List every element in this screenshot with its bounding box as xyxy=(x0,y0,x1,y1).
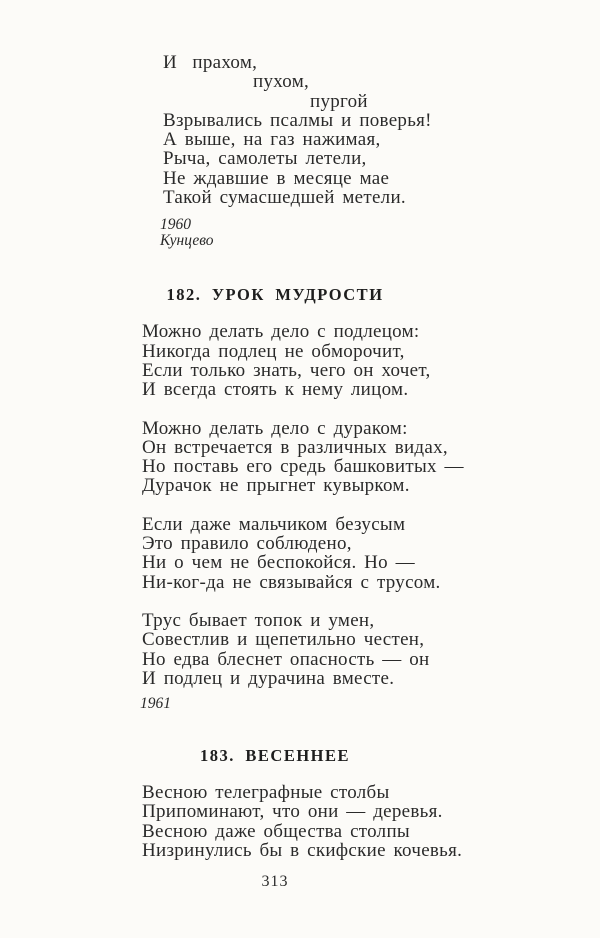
poem-fragment xyxy=(163,53,600,207)
poem-line: Если только знать, чего он хочет, xyxy=(142,359,431,381)
poem-signature xyxy=(140,696,600,712)
poem-heading-wrap xyxy=(142,285,408,305)
poem-signature xyxy=(160,217,600,249)
poem-line: Ни о чем не беспокойся. Но — xyxy=(142,552,415,574)
poem-line: Такой сумасшедшей метели. xyxy=(163,187,406,209)
poem-line: пургой xyxy=(310,90,368,112)
poem-line: Низринулись бы в скифские кочевья. xyxy=(142,840,463,862)
poem-line: Не ждавшие в месяце мае xyxy=(163,167,390,189)
stanza xyxy=(142,515,600,592)
poem-line: Можно делать дело с подлецом: xyxy=(142,321,420,343)
poem-line: Но едва блеснет опасность — он xyxy=(142,648,430,670)
poem-line: Ни-ког-да не связывайся с трусом. xyxy=(142,571,441,593)
poem-line: Никогда подлец не обморочит, xyxy=(142,340,405,362)
poem-line: Рыча, самолеты летели, xyxy=(163,148,367,170)
stanza xyxy=(142,783,600,860)
poem-line: Весною даже общества столпы xyxy=(142,820,410,842)
poem-year: 1961 xyxy=(140,695,171,713)
poem-heading-wrap xyxy=(142,746,408,766)
poem-line: А выше, на газ нажимая, xyxy=(163,129,381,151)
page-number-wrap xyxy=(142,873,408,891)
poem-heading-182: 182. УРОК МУДРОСТИ xyxy=(166,285,384,305)
poem-line: Если даже мальчиком безусым xyxy=(142,513,406,535)
poem-line: Он встречается в различных видах, xyxy=(142,436,448,458)
stanza xyxy=(142,419,600,496)
poem-line: Трус бывает топок и умен, xyxy=(142,609,375,631)
poem-line: Взрывались псалмы и поверья! xyxy=(163,109,432,131)
page-number: 313 xyxy=(261,873,289,891)
poem-line: Припоминают, что они — деревья. xyxy=(142,801,443,823)
poem-place: Кунцево xyxy=(160,232,214,250)
poem-year: 1960 xyxy=(160,216,191,234)
poem-line: Дурачок не прыгнет кувырком. xyxy=(142,475,410,497)
stanza xyxy=(142,611,600,688)
stanza xyxy=(142,322,600,399)
poem-line: И подлец и дурачина вместе. xyxy=(142,667,395,689)
poem-line: Весною телеграфные столбы xyxy=(142,782,390,804)
poem-line: И всегда стоять к нему лицом. xyxy=(142,379,409,401)
poem-line: И прахом, xyxy=(163,52,258,73)
poem-line: Это правило соблюдено, xyxy=(142,533,352,555)
poem-line: Но поставь его средь башковитых — xyxy=(142,456,464,478)
poem-heading-183: 183. ВЕСЕННЕЕ xyxy=(199,746,351,766)
poem-line: Совестлив и щепетильно честен, xyxy=(142,629,425,651)
poem-line: пухом, xyxy=(253,71,310,93)
poem-line: Можно делать дело с дураком: xyxy=(142,417,408,439)
